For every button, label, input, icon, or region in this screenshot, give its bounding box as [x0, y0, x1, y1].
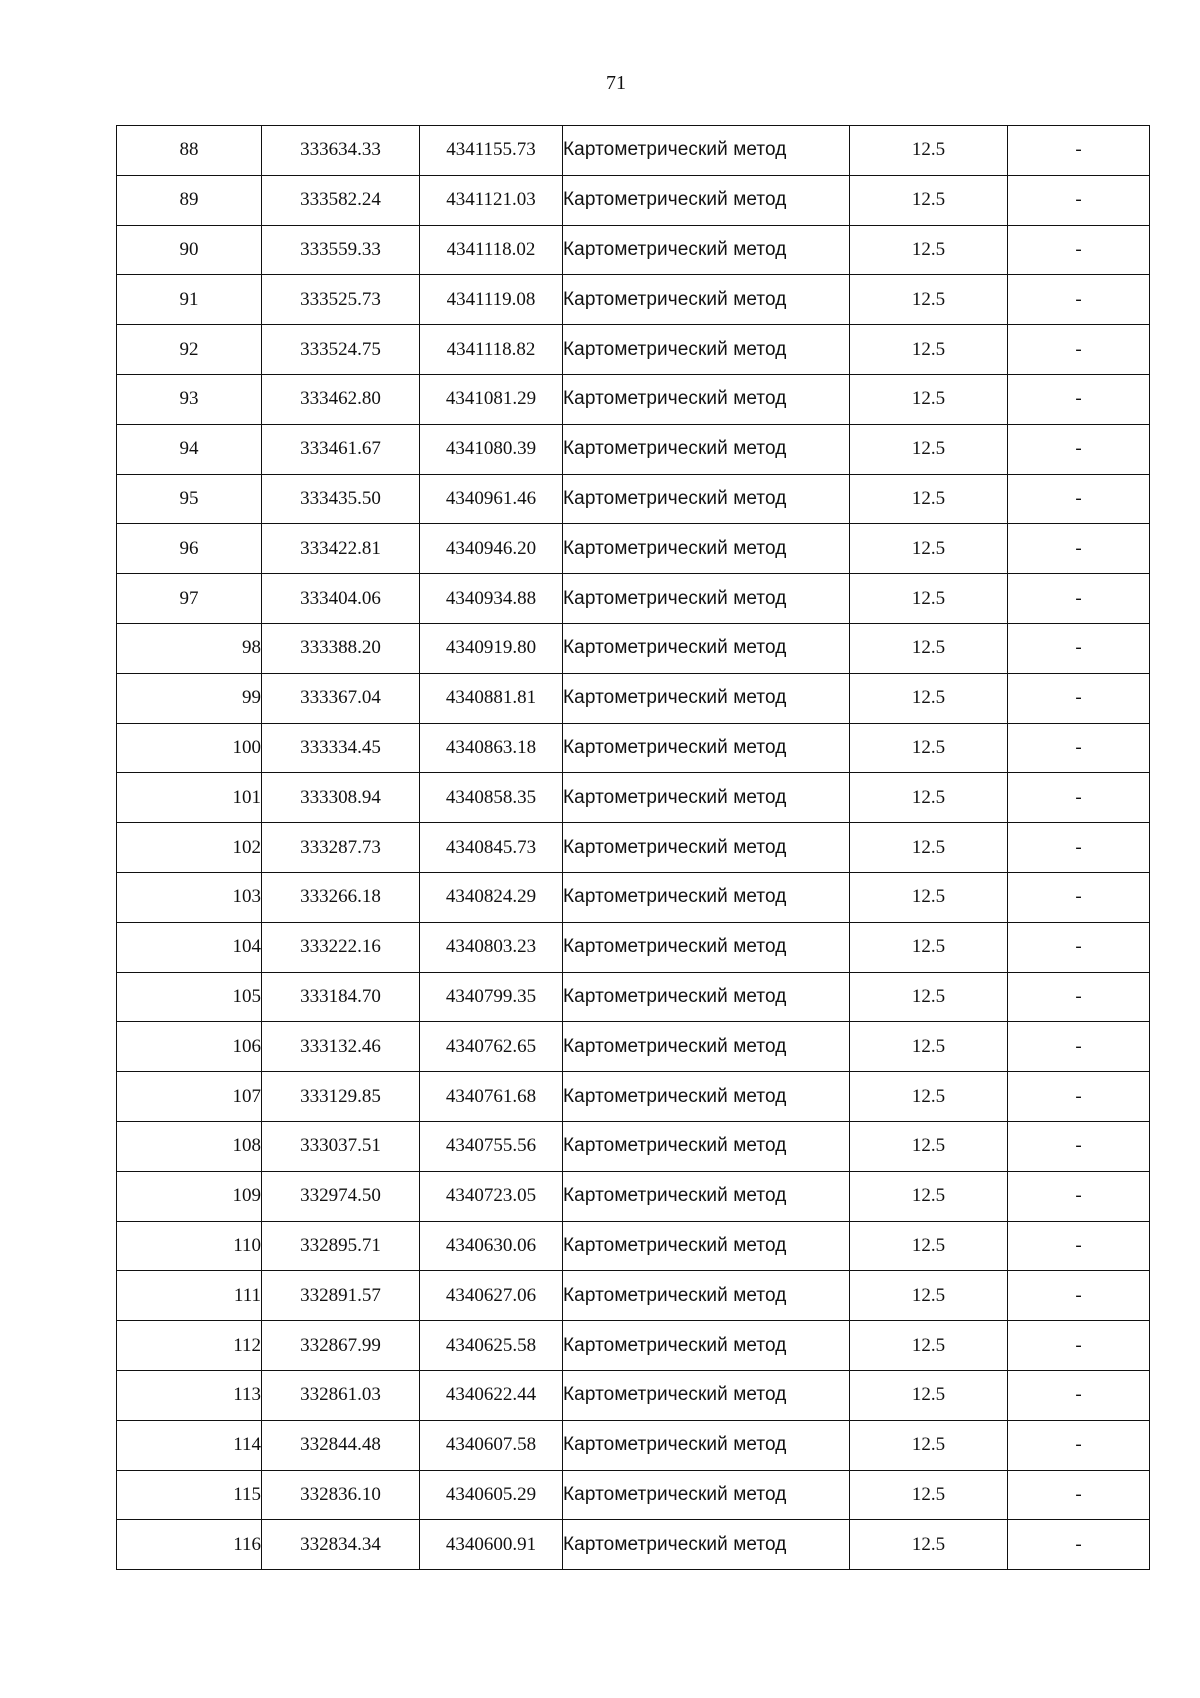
page-number: 71: [606, 72, 626, 94]
x-coordinate-cell: 333422.81: [262, 524, 420, 574]
y-coordinate-cell: 4340946.20: [420, 524, 563, 574]
x-coordinate-cell: 332891.57: [262, 1271, 420, 1321]
point-number-cell: 94: [117, 424, 262, 474]
method-cell: Картометрический метод: [563, 1072, 850, 1122]
x-coordinate-cell: 333404.06: [262, 574, 420, 624]
y-coordinate-cell: 4340799.35: [420, 972, 563, 1022]
x-coordinate-cell: 333634.33: [262, 126, 420, 176]
accuracy-cell: 12.5: [850, 1470, 1008, 1520]
point-number-cell: 90: [117, 225, 262, 275]
point-number-cell: 93: [117, 374, 262, 424]
accuracy-cell: 12.5: [850, 623, 1008, 673]
table-row: [117, 175, 1150, 225]
description-cell: -: [1008, 175, 1150, 225]
description-cell: -: [1008, 1171, 1150, 1221]
method-cell: Картометрический метод: [563, 474, 850, 524]
description-cell: -: [1008, 823, 1150, 873]
description-cell: -: [1008, 1321, 1150, 1371]
point-number-cell: 99: [117, 673, 262, 723]
accuracy-cell: 12.5: [850, 1121, 1008, 1171]
x-coordinate-cell: 333525.73: [262, 275, 420, 325]
description-cell: -: [1008, 922, 1150, 972]
y-coordinate-cell: 4341119.08: [420, 275, 563, 325]
point-number-cell: 110: [117, 1221, 262, 1271]
method-cell: Картометрический метод: [563, 1171, 850, 1221]
y-coordinate-cell: 4340762.65: [420, 1022, 563, 1072]
y-coordinate-cell: 4340961.46: [420, 474, 563, 524]
description-cell: -: [1008, 1271, 1150, 1321]
point-number-cell: 103: [117, 872, 262, 922]
accuracy-cell: 12.5: [850, 1420, 1008, 1470]
method-cell: Картометрический метод: [563, 872, 850, 922]
accuracy-cell: 12.5: [850, 972, 1008, 1022]
method-cell: Картометрический метод: [563, 1271, 850, 1321]
accuracy-cell: 12.5: [850, 175, 1008, 225]
y-coordinate-cell: 4340919.80: [420, 623, 563, 673]
y-coordinate-cell: 4340755.56: [420, 1121, 563, 1171]
accuracy-cell: 12.5: [850, 126, 1008, 176]
accuracy-cell: 12.5: [850, 574, 1008, 624]
method-cell: Картометрический метод: [563, 723, 850, 773]
table-row: [117, 1520, 1150, 1570]
method-cell: Картометрический метод: [563, 773, 850, 823]
y-coordinate-cell: 4340625.58: [420, 1321, 563, 1371]
y-coordinate-cell: 4341118.02: [420, 225, 563, 275]
coordinates-table: [116, 125, 1150, 1570]
method-cell: Картометрический метод: [563, 1121, 850, 1171]
point-number-cell: 97: [117, 574, 262, 624]
description-cell: -: [1008, 773, 1150, 823]
point-number-cell: 115: [117, 1470, 262, 1520]
y-coordinate-cell: 4340881.81: [420, 673, 563, 723]
accuracy-cell: 12.5: [850, 474, 1008, 524]
y-coordinate-cell: 4340607.58: [420, 1420, 563, 1470]
description-cell: -: [1008, 1072, 1150, 1122]
x-coordinate-cell: 333132.46: [262, 1022, 420, 1072]
y-coordinate-cell: 4340761.68: [420, 1072, 563, 1122]
description-cell: -: [1008, 972, 1150, 1022]
method-cell: Картометрический метод: [563, 1321, 850, 1371]
table-row: [117, 673, 1150, 723]
table-row: [117, 574, 1150, 624]
x-coordinate-cell: 333334.45: [262, 723, 420, 773]
y-coordinate-cell: 4341155.73: [420, 126, 563, 176]
table-row: [117, 1420, 1150, 1470]
description-cell: -: [1008, 1022, 1150, 1072]
accuracy-cell: 12.5: [850, 424, 1008, 474]
table-row: [117, 424, 1150, 474]
point-number-cell: 89: [117, 175, 262, 225]
point-number-cell: 88: [117, 126, 262, 176]
point-number-cell: 107: [117, 1072, 262, 1122]
x-coordinate-cell: 333461.67: [262, 424, 420, 474]
coordinates-table-body: [117, 126, 1150, 1570]
table-row: [117, 325, 1150, 375]
description-cell: -: [1008, 225, 1150, 275]
point-number-cell: 98: [117, 623, 262, 673]
y-coordinate-cell: 4340622.44: [420, 1370, 563, 1420]
point-number-cell: 106: [117, 1022, 262, 1072]
x-coordinate-cell: 333559.33: [262, 225, 420, 275]
x-coordinate-cell: 333287.73: [262, 823, 420, 873]
x-coordinate-cell: 333462.80: [262, 374, 420, 424]
accuracy-cell: 12.5: [850, 225, 1008, 275]
y-coordinate-cell: 4340627.06: [420, 1271, 563, 1321]
accuracy-cell: 12.5: [850, 325, 1008, 375]
description-cell: -: [1008, 574, 1150, 624]
point-number-cell: 111: [117, 1271, 262, 1321]
y-coordinate-cell: 4340845.73: [420, 823, 563, 873]
x-coordinate-cell: 333222.16: [262, 922, 420, 972]
description-cell: -: [1008, 374, 1150, 424]
description-cell: -: [1008, 325, 1150, 375]
description-cell: -: [1008, 275, 1150, 325]
accuracy-cell: 12.5: [850, 1321, 1008, 1371]
accuracy-cell: 12.5: [850, 1171, 1008, 1221]
method-cell: Картометрический метод: [563, 126, 850, 176]
table-row: [117, 1370, 1150, 1420]
method-cell: Картометрический метод: [563, 424, 850, 474]
method-cell: Картометрический метод: [563, 1420, 850, 1470]
accuracy-cell: 12.5: [850, 922, 1008, 972]
y-coordinate-cell: 4341118.82: [420, 325, 563, 375]
method-cell: Картометрический метод: [563, 524, 850, 574]
method-cell: Картометрический метод: [563, 1022, 850, 1072]
description-cell: -: [1008, 1221, 1150, 1271]
x-coordinate-cell: 332844.48: [262, 1420, 420, 1470]
method-cell: Картометрический метод: [563, 1520, 850, 1570]
table-row: [117, 1321, 1150, 1371]
method-cell: Картометрический метод: [563, 623, 850, 673]
table-row: [117, 1022, 1150, 1072]
description-cell: -: [1008, 1520, 1150, 1570]
point-number-cell: 105: [117, 972, 262, 1022]
point-number-cell: 109: [117, 1171, 262, 1221]
point-number-cell: 96: [117, 524, 262, 574]
y-coordinate-cell: 4341121.03: [420, 175, 563, 225]
description-cell: -: [1008, 673, 1150, 723]
accuracy-cell: 12.5: [850, 1022, 1008, 1072]
point-number-cell: 112: [117, 1321, 262, 1371]
point-number-cell: 95: [117, 474, 262, 524]
accuracy-cell: 12.5: [850, 1271, 1008, 1321]
point-number-cell: 116: [117, 1520, 262, 1570]
accuracy-cell: 12.5: [850, 773, 1008, 823]
table-row: [117, 225, 1150, 275]
x-coordinate-cell: 333266.18: [262, 872, 420, 922]
point-number-cell: 102: [117, 823, 262, 873]
table-row: [117, 823, 1150, 873]
method-cell: Картометрический метод: [563, 374, 850, 424]
description-cell: -: [1008, 1470, 1150, 1520]
method-cell: Картометрический метод: [563, 673, 850, 723]
accuracy-cell: 12.5: [850, 1370, 1008, 1420]
description-cell: -: [1008, 723, 1150, 773]
accuracy-cell: 12.5: [850, 1520, 1008, 1570]
x-coordinate-cell: 333184.70: [262, 972, 420, 1022]
table-row: [117, 1271, 1150, 1321]
x-coordinate-cell: 333388.20: [262, 623, 420, 673]
y-coordinate-cell: 4340934.88: [420, 574, 563, 624]
method-cell: Картометрический метод: [563, 1470, 850, 1520]
point-number-cell: 100: [117, 723, 262, 773]
method-cell: Картометрический метод: [563, 1221, 850, 1271]
description-cell: -: [1008, 1121, 1150, 1171]
y-coordinate-cell: 4340605.29: [420, 1470, 563, 1520]
method-cell: Картометрический метод: [563, 823, 850, 873]
table-row: [117, 872, 1150, 922]
table-row: [117, 623, 1150, 673]
table-row: [117, 275, 1150, 325]
accuracy-cell: 12.5: [850, 275, 1008, 325]
y-coordinate-cell: 4340824.29: [420, 872, 563, 922]
description-cell: -: [1008, 623, 1150, 673]
table-row: [117, 126, 1150, 176]
method-cell: Картометрический метод: [563, 922, 850, 972]
method-cell: Картометрический метод: [563, 225, 850, 275]
x-coordinate-cell: 332867.99: [262, 1321, 420, 1371]
accuracy-cell: 12.5: [850, 524, 1008, 574]
accuracy-cell: 12.5: [850, 1072, 1008, 1122]
point-number-cell: 101: [117, 773, 262, 823]
y-coordinate-cell: 4340723.05: [420, 1171, 563, 1221]
point-number-cell: 92: [117, 325, 262, 375]
y-coordinate-cell: 4340858.35: [420, 773, 563, 823]
accuracy-cell: 12.5: [850, 723, 1008, 773]
table-row: [117, 1221, 1150, 1271]
table-row: [117, 1470, 1150, 1520]
accuracy-cell: 12.5: [850, 673, 1008, 723]
table-row: [117, 1121, 1150, 1171]
description-cell: -: [1008, 474, 1150, 524]
point-number-cell: 108: [117, 1121, 262, 1171]
method-cell: Картометрический метод: [563, 1370, 850, 1420]
description-cell: -: [1008, 126, 1150, 176]
x-coordinate-cell: 332861.03: [262, 1370, 420, 1420]
method-cell: Картометрический метод: [563, 275, 850, 325]
table-row: [117, 723, 1150, 773]
description-cell: -: [1008, 1370, 1150, 1420]
description-cell: -: [1008, 524, 1150, 574]
x-coordinate-cell: 333308.94: [262, 773, 420, 823]
table-row: [117, 374, 1150, 424]
table-row: [117, 1072, 1150, 1122]
y-coordinate-cell: 4340630.06: [420, 1221, 563, 1271]
table-row: [117, 922, 1150, 972]
table-row: [117, 524, 1150, 574]
method-cell: Картометрический метод: [563, 175, 850, 225]
y-coordinate-cell: 4340863.18: [420, 723, 563, 773]
table-row: [117, 773, 1150, 823]
x-coordinate-cell: 332895.71: [262, 1221, 420, 1271]
description-cell: -: [1008, 1420, 1150, 1470]
accuracy-cell: 12.5: [850, 823, 1008, 873]
x-coordinate-cell: 333037.51: [262, 1121, 420, 1171]
x-coordinate-cell: 333435.50: [262, 474, 420, 524]
y-coordinate-cell: 4341081.29: [420, 374, 563, 424]
x-coordinate-cell: 332836.10: [262, 1470, 420, 1520]
method-cell: Картометрический метод: [563, 325, 850, 375]
x-coordinate-cell: 333582.24: [262, 175, 420, 225]
method-cell: Картометрический метод: [563, 574, 850, 624]
x-coordinate-cell: 333367.04: [262, 673, 420, 723]
x-coordinate-cell: 332834.34: [262, 1520, 420, 1570]
description-cell: -: [1008, 872, 1150, 922]
x-coordinate-cell: 333524.75: [262, 325, 420, 375]
point-number-cell: 113: [117, 1370, 262, 1420]
x-coordinate-cell: 333129.85: [262, 1072, 420, 1122]
y-coordinate-cell: 4340803.23: [420, 922, 563, 972]
table-row: [117, 972, 1150, 1022]
accuracy-cell: 12.5: [850, 374, 1008, 424]
accuracy-cell: 12.5: [850, 872, 1008, 922]
table-row: [117, 474, 1150, 524]
point-number-cell: 91: [117, 275, 262, 325]
y-coordinate-cell: 4341080.39: [420, 424, 563, 474]
method-cell: Картометрический метод: [563, 972, 850, 1022]
accuracy-cell: 12.5: [850, 1221, 1008, 1271]
x-coordinate-cell: 332974.50: [262, 1171, 420, 1221]
description-cell: -: [1008, 424, 1150, 474]
y-coordinate-cell: 4340600.91: [420, 1520, 563, 1570]
table-row: [117, 1171, 1150, 1221]
point-number-cell: 104: [117, 922, 262, 972]
point-number-cell: 114: [117, 1420, 262, 1470]
